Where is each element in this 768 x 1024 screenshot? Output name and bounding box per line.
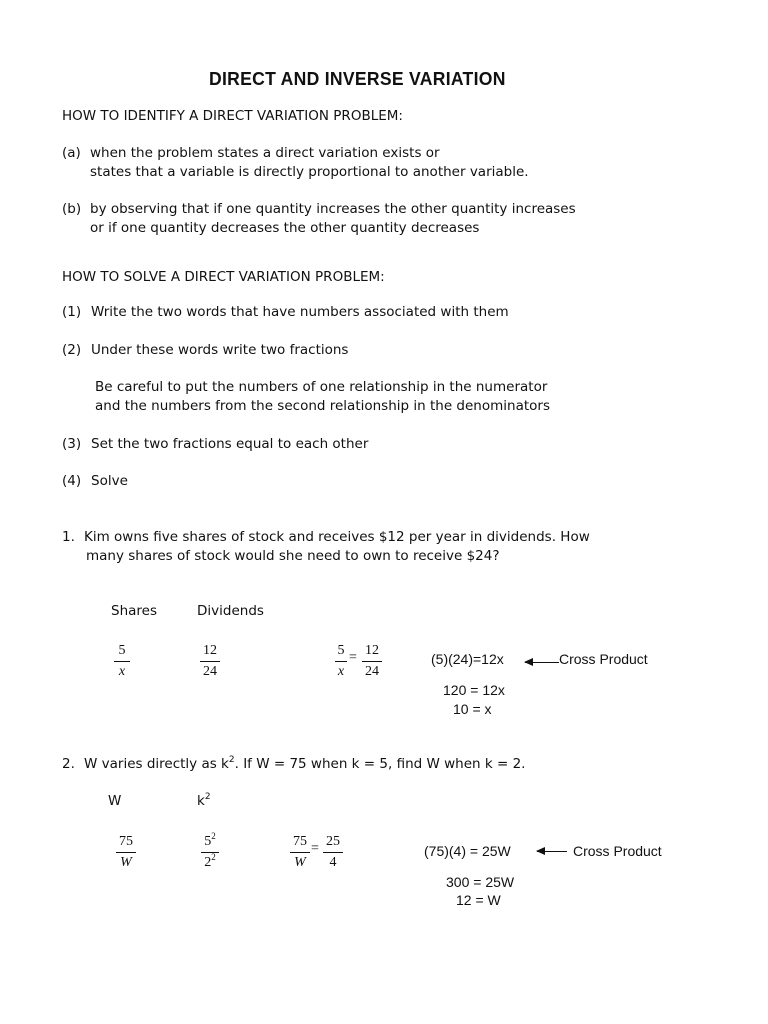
example2-col-k xyxy=(197,793,211,809)
example2-line xyxy=(84,756,525,772)
fraction-denominator: x xyxy=(337,664,345,679)
example2-equation-right-fraction xyxy=(323,833,343,871)
fraction-bar xyxy=(362,661,382,662)
example1-fraction-shares xyxy=(114,642,130,680)
identify-a-line1: when the problem states a direct variation exists or xyxy=(90,145,440,161)
solve-step4-text: Solve xyxy=(91,473,128,489)
example2-fraction-k xyxy=(201,833,219,871)
example1-step1: 120 = 12x xyxy=(443,682,505,698)
example1-step2: 10 = x xyxy=(453,701,492,717)
fraction-denominator xyxy=(204,854,216,871)
solve-note-line1: Be careful to put the numbers of one relationship in the numerator xyxy=(95,379,548,395)
fraction-bar xyxy=(200,661,220,662)
fraction-denominator: W xyxy=(120,855,132,870)
fraction-numerator: 12 xyxy=(365,643,379,658)
solve-step3-marker: (3) xyxy=(62,436,82,452)
fraction-numerator: 12 xyxy=(203,643,217,658)
identify-b-line2: or if one quantity decreases the other quantity decreases xyxy=(90,220,480,236)
identify-a-marker: (a) xyxy=(62,145,81,161)
example2-col-w: W xyxy=(108,793,122,809)
solve-note-line2: and the numbers from the second relationship in the denominators xyxy=(95,398,550,414)
fraction-numerator: 25 xyxy=(326,834,340,849)
example2-cross-label: Cross Product xyxy=(573,843,662,859)
example1-equation-right-fraction xyxy=(362,642,382,680)
example1-col-shares: Shares xyxy=(111,603,157,619)
example2-line-sup: 2 xyxy=(228,755,235,765)
solve-heading: HOW TO SOLVE A DIRECT VARIATION PROBLEM: xyxy=(62,269,385,285)
fraction-denominator: x xyxy=(118,664,126,679)
fraction-numerator: 5 xyxy=(118,643,126,658)
example1-equals-sign: = xyxy=(349,650,357,665)
fraction-denominator: W xyxy=(294,855,306,870)
fraction-bar xyxy=(290,852,310,853)
identify-b-marker: (b) xyxy=(62,201,82,217)
identify-heading: HOW TO IDENTIFY A DIRECT VARIATION PROBLEM: xyxy=(62,108,403,124)
solve-step2-text: Under these words write two fractions xyxy=(91,342,349,358)
identify-b-line1: by observing that if one quantity increases the other quantity increases xyxy=(90,201,576,217)
example2-cross-equation: (75)(4) = 25W xyxy=(424,843,511,859)
example2-fraction-w xyxy=(116,833,136,871)
example2-col-k-base: k xyxy=(197,793,205,809)
arrow-left-icon xyxy=(525,662,559,663)
fraction-bar xyxy=(323,852,343,853)
fraction-numerator: 75 xyxy=(119,834,133,849)
example2-col-k-sup: 2 xyxy=(204,792,211,802)
example2-step2: 12 = W xyxy=(456,892,501,908)
fraction-numerator-base: 5 xyxy=(204,834,212,849)
example2-equals-sign: = xyxy=(311,841,319,856)
fraction-denominator: 24 xyxy=(365,664,379,679)
example1-line1: Kim owns five shares of stock and receives $12 per year in dividends. How xyxy=(84,529,590,545)
fraction-bar xyxy=(114,661,130,662)
solve-step3-text: Set the two fractions equal to each other xyxy=(91,436,369,452)
solve-step4-marker: (4) xyxy=(62,473,82,489)
fraction-denominator: 4 xyxy=(329,855,337,870)
fraction-numerator xyxy=(204,833,216,850)
arrow-left-icon xyxy=(537,851,567,852)
example2-line-pre: W varies directly as k xyxy=(84,756,229,772)
solve-step1-text: Write the two words that have numbers associated with them xyxy=(91,304,509,320)
solve-step1-marker: (1) xyxy=(62,304,82,320)
page-title: DIRECT AND INVERSE VARIATION xyxy=(209,68,506,89)
example1-col-dividends: Dividends xyxy=(197,603,264,619)
example1-fraction-dividends xyxy=(200,642,220,680)
example2-marker: 2. xyxy=(62,756,75,772)
example1-cross-equation: (5)(24)=12x xyxy=(431,651,504,667)
example1-equation-left-fraction xyxy=(335,642,347,680)
fraction-bar xyxy=(116,852,136,853)
fraction-numerator-sup: 2 xyxy=(211,831,216,841)
fraction-denominator-sup: 2 xyxy=(211,852,216,862)
fraction-denominator-base: 2 xyxy=(204,855,212,870)
fraction-bar xyxy=(335,661,347,662)
fraction-bar xyxy=(201,852,219,853)
example1-marker: 1. xyxy=(62,529,75,545)
example2-line-post: . If W = 75 when k = 5, find W when k = 2. xyxy=(234,756,526,772)
example1-cross-label: Cross Product xyxy=(559,651,648,667)
example2-step1: 300 = 25W xyxy=(446,874,515,890)
example2-equation-left-fraction xyxy=(290,833,310,871)
fraction-denominator: 24 xyxy=(203,664,217,679)
solve-step2-marker: (2) xyxy=(62,342,82,358)
fraction-numerator: 5 xyxy=(337,643,345,658)
example1-line2: many shares of stock would she need to own to receive $24? xyxy=(86,548,500,564)
fraction-numerator: 75 xyxy=(293,834,307,849)
identify-a-line2: states that a variable is directly proportional to another variable. xyxy=(90,164,529,180)
